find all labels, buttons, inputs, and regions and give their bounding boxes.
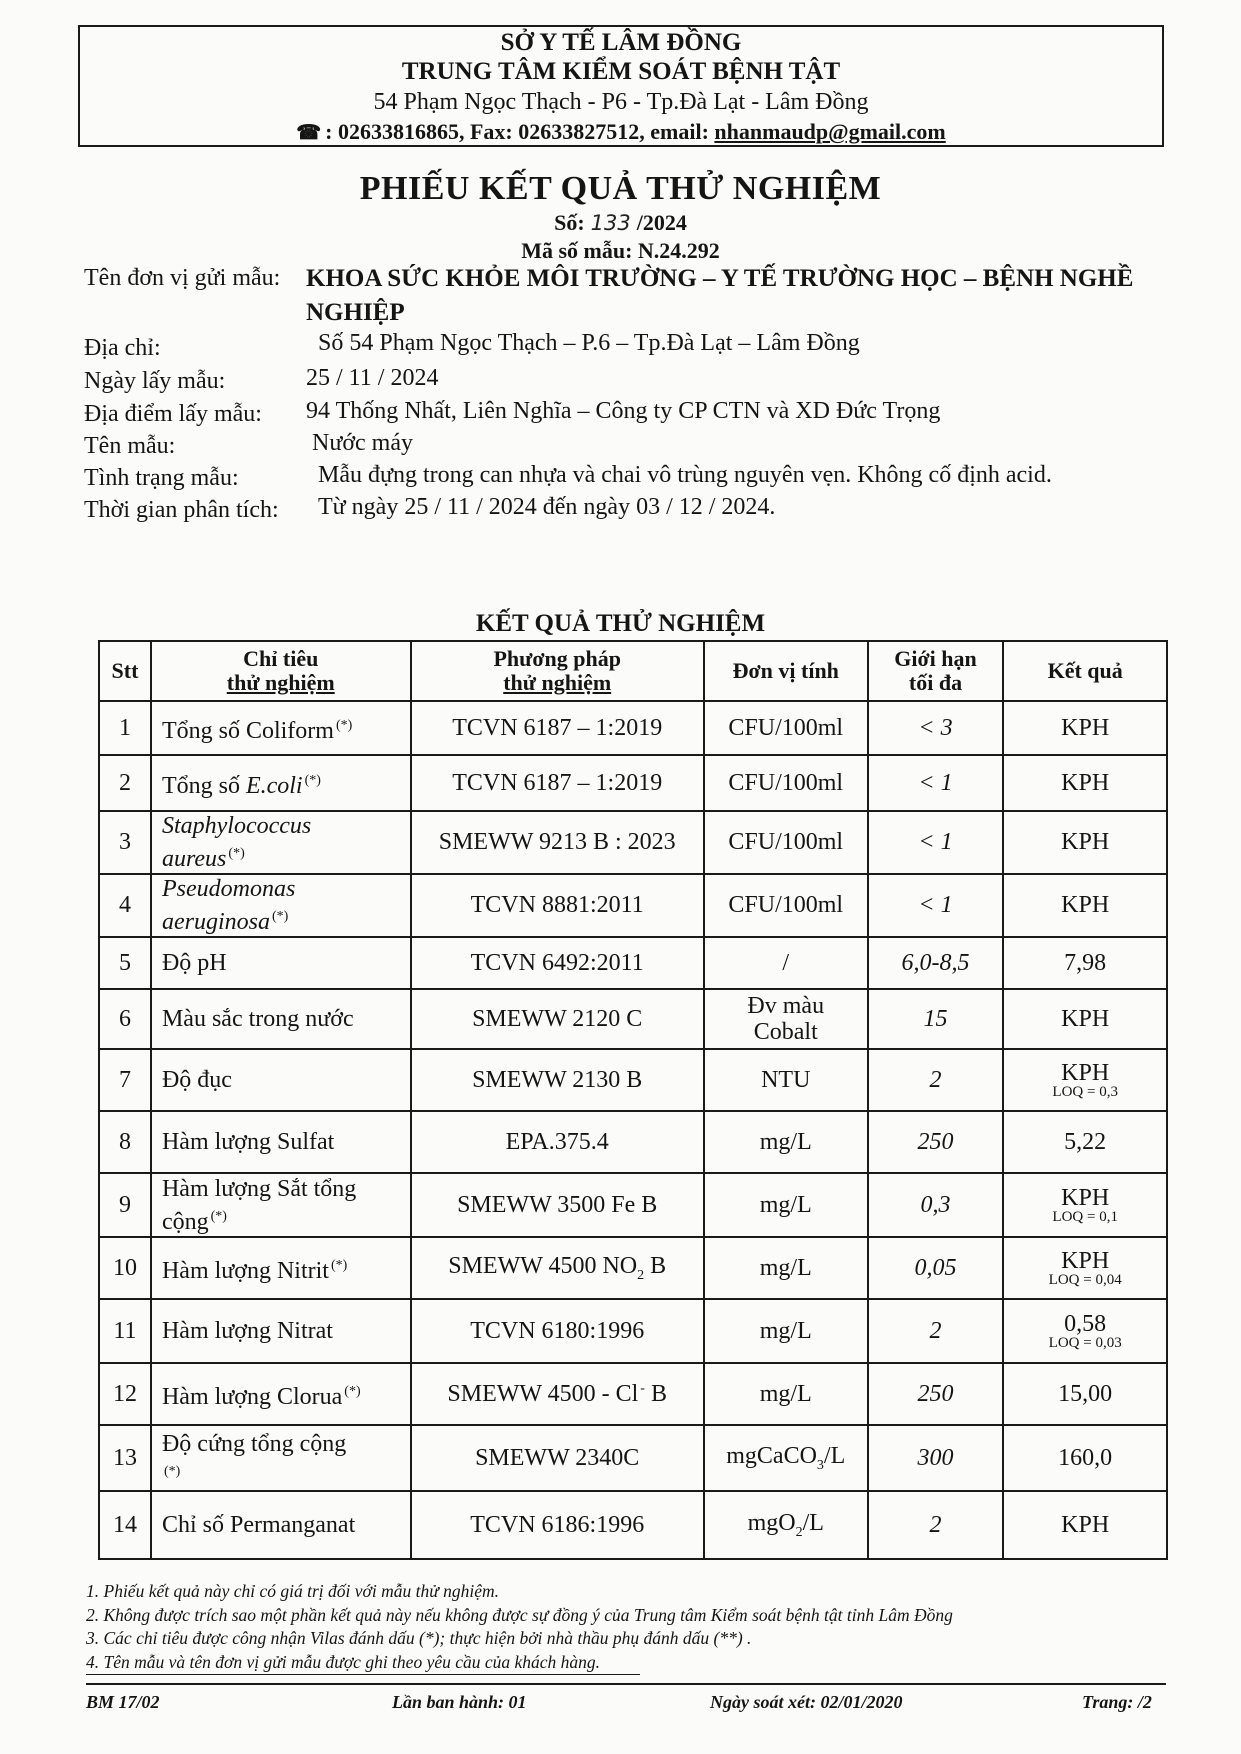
contact-line: [80, 119, 1162, 145]
sample-condition-label: Tình trạng mẫu:: [84, 465, 239, 491]
address-value: Số 54 Phạm Ngọc Thạch – P.6 – Tp.Đà Lạt – Lâm Đồng: [318, 330, 860, 356]
result-value: 0,58: [1064, 1311, 1107, 1337]
cell-limit: < 1: [868, 811, 1004, 874]
cell-limit: < 3: [868, 701, 1004, 755]
vilas-mark: (*): [163, 1464, 181, 1479]
cell-method: [411, 1237, 704, 1299]
table-row: [99, 1491, 1167, 1559]
cell-criteria: [151, 874, 411, 937]
handwritten-number: 133: [590, 211, 631, 235]
cell-criteria: [151, 755, 411, 811]
cell-result: KPH: [1003, 874, 1167, 937]
address-label: Địa chỉ:: [84, 335, 161, 361]
cell-criteria: [151, 1363, 411, 1425]
header-method-line1: Phương pháp: [493, 646, 621, 671]
review-date: Ngày soát xét: 02/01/2020: [710, 1692, 903, 1712]
issue-number: Lần ban hành: 01: [392, 1692, 527, 1712]
cell-method: TCVN 8881:2011: [411, 874, 704, 937]
cell-stt: 13: [99, 1425, 151, 1491]
cell-result: KPH: [1003, 1491, 1167, 1559]
criteria-text-line1: Pseudomonas: [161, 876, 296, 902]
table-caption: KẾT QUẢ THỬ NGHIỆM: [475, 610, 766, 637]
loq-value: LOQ = 0,1: [1052, 1209, 1118, 1225]
cell-stt: 7: [99, 1049, 151, 1111]
cell-criteria: Hàm lượng Sulfat: [151, 1111, 411, 1173]
cell-result: 160,0: [1003, 1425, 1167, 1491]
criteria-text-line2: aeruginosa: [161, 909, 270, 935]
criteria-text-line2: cộng: [161, 1208, 209, 1235]
cell-unit: [704, 1425, 868, 1491]
sampling-location-label: Địa điểm lấy mẫu:: [84, 401, 262, 427]
vilas-mark: (*): [335, 717, 353, 733]
cell-limit: 6,0-8,5: [868, 937, 1004, 989]
cell-stt: 9: [99, 1173, 151, 1237]
sample-name-value: Nước máy: [312, 430, 414, 456]
cell-result: 7,98: [1003, 937, 1167, 989]
cell-criteria: Độ đục: [151, 1049, 411, 1111]
cell-unit: CFU/100ml: [704, 755, 868, 811]
cell-method: SMEWW 3500 Fe B: [411, 1173, 704, 1237]
header-method-line2: thử nghiệm: [503, 670, 612, 695]
cell-criteria: [151, 1237, 411, 1299]
cell-criteria: [151, 811, 411, 874]
result-value: KPH: [1061, 1248, 1110, 1274]
unit-text: mgCaCO: [726, 1442, 817, 1469]
cell-limit: 300: [868, 1425, 1004, 1491]
result-value: KPH: [1061, 1060, 1110, 1086]
table-row: [99, 937, 1167, 989]
header-unit: Đơn vị tính: [704, 641, 868, 701]
cell-unit: mg/L: [704, 1237, 868, 1299]
cell-unit: NTU: [704, 1049, 868, 1111]
cell-limit: 2: [868, 1491, 1004, 1559]
department-name: SỞ Y TẾ LÂM ĐỒNG: [500, 29, 742, 56]
header-method: [411, 641, 704, 701]
cell-method: SMEWW 9213 B : 2023: [411, 811, 704, 874]
cell-limit: 15: [868, 989, 1004, 1049]
cell-stt: 14: [99, 1491, 151, 1559]
table-row: [99, 1425, 1167, 1491]
cell-limit: < 1: [868, 874, 1004, 937]
cell-criteria: [151, 1425, 411, 1491]
method-suffix: B: [644, 1380, 667, 1407]
notes-section: [86, 1580, 1166, 1675]
unit-text: mgO: [747, 1509, 796, 1536]
cell-unit: mg/L: [704, 1111, 868, 1173]
method-text: SMEWW 4500 - Cl: [447, 1380, 639, 1407]
method-subscript: 2: [637, 1267, 645, 1283]
document-number: [0, 210, 1241, 236]
criteria-text: Tổng số Coliform: [161, 717, 334, 744]
email-link[interactable]: nhanmaudp@gmail.com: [714, 119, 946, 144]
sender-value: KHOA SỨC KHỎE MÔI TRƯỜNG – Y TẾ TRƯỜNG HỌC – BỆNH NGHỀ NGHIỆP: [306, 265, 1134, 326]
cell-result: 5,22: [1003, 1111, 1167, 1173]
cell-stt: 3: [99, 811, 151, 874]
cell-method: TCVN 6187 – 1:2019: [411, 755, 704, 811]
sampling-location-value: 94 Thống Nhất, Liên Nghĩa – Công ty CP CTN và XD Đức Trọng: [306, 398, 941, 424]
number-prefix: Số:: [554, 210, 585, 235]
criteria-text-line2: aureus: [161, 846, 227, 872]
loq-value: LOQ = 0,03: [1048, 1335, 1122, 1351]
vilas-mark: (*): [304, 772, 321, 788]
cell-stt: 8: [99, 1111, 151, 1173]
table-row: [99, 1363, 1167, 1425]
cell-unit: mg/L: [704, 1363, 868, 1425]
vilas-mark: (*): [330, 1257, 348, 1273]
sample-condition-value: Mẫu đựng trong can nhựa và chai vô trùng nguyên vẹn. Không cố định acid.: [318, 462, 1052, 488]
cell-criteria: Chỉ số Permanganat: [151, 1491, 411, 1559]
cell-criteria: [151, 1173, 411, 1237]
cell-unit: mg/L: [704, 1173, 868, 1237]
table-row: [99, 701, 1167, 755]
cell-stt: 4: [99, 874, 151, 937]
criteria-text-line1: Staphylococcus: [161, 813, 312, 839]
unit-line1: Đv màu: [747, 993, 825, 1019]
criteria-text: Tổng số: [161, 772, 246, 799]
cell-limit: 2: [868, 1299, 1004, 1363]
note-1: 1. Phiếu kết quả này chỉ có giá trị đối với mẫu thử nghiệm.: [86, 1581, 500, 1601]
vilas-mark: (*): [228, 846, 245, 861]
cell-criteria: Màu sắc trong nước: [151, 989, 411, 1049]
cell-unit: mg/L: [704, 1299, 868, 1363]
note-3: 3. Các chỉ tiêu được công nhận Vilas đánh dấu (*); thực hiện bởi nhà thầu phụ đánh dấu (**) .: [86, 1628, 752, 1648]
cell-result: 15,00: [1003, 1363, 1167, 1425]
cell-stt: 11: [99, 1299, 151, 1363]
header-stt: Stt: [99, 641, 151, 701]
cell-result: KPH: [1003, 755, 1167, 811]
criteria-text-line1: Độ cứng tổng cộng: [161, 1431, 347, 1457]
table-row: [99, 989, 1167, 1049]
loq-value: LOQ = 0,04: [1048, 1272, 1122, 1288]
cell-method: EPA.375.4: [411, 1111, 704, 1173]
page-number: Trang: /2: [1082, 1692, 1152, 1712]
cell-result: [1003, 1299, 1167, 1363]
cell-stt: 6: [99, 989, 151, 1049]
unit-line2: Cobalt: [753, 1019, 818, 1045]
analysis-time-label: Thời gian phân tích:: [84, 497, 279, 523]
center-name: TRUNG TÂM KIỂM SOÁT BỆNH TẬT: [401, 58, 841, 85]
unit-suffix: /L: [802, 1509, 824, 1536]
form-code: BM 17/02: [86, 1692, 160, 1712]
cell-stt: 10: [99, 1237, 151, 1299]
cell-method: SMEWW 2120 C: [411, 989, 704, 1049]
method-text: SMEWW 4500 NO: [448, 1252, 638, 1279]
cell-result: KPH: [1003, 989, 1167, 1049]
cell-criteria: [151, 701, 411, 755]
header-criteria-line2: thử nghiệm: [226, 670, 335, 695]
vilas-mark: (*): [271, 909, 289, 924]
cell-result: KPH: [1003, 811, 1167, 874]
table-row: [99, 755, 1167, 811]
table-header-row: [99, 641, 1167, 701]
unit-subscript: 2: [795, 1524, 803, 1540]
cell-unit: [704, 1491, 868, 1559]
table-row: [99, 874, 1167, 937]
unit-suffix: /L: [823, 1442, 846, 1469]
cell-unit: CFU/100ml: [704, 701, 868, 755]
cell-limit: 250: [868, 1111, 1004, 1173]
cell-limit: < 1: [868, 755, 1004, 811]
center-address: 54 Phạm Ngọc Thạch - P6 - Tp.Đà Lạt - Lâm Đồng: [373, 89, 869, 115]
cell-stt: 2: [99, 755, 151, 811]
cell-result: [1003, 1049, 1167, 1111]
criteria-text: Hàm lượng Clorua: [161, 1383, 343, 1410]
cell-method: SMEWW 2340C: [411, 1425, 704, 1491]
criteria-text: Hàm lượng Nitrit: [161, 1257, 329, 1284]
note-2: 2. Không được trích sao một phần kết quả này nếu không được sự đồng ý của Trung tâm Kiểm soát bệnh tật tỉnh Lâm Đồng: [86, 1604, 953, 1625]
unit-subscript: 3: [816, 1457, 824, 1473]
sampling-date-value: 25 / 11 / 2024: [306, 365, 439, 391]
table-row: [99, 1049, 1167, 1111]
document-title: PHIẾU KẾT QUẢ THỬ NGHIỆM: [359, 170, 882, 207]
cell-criteria: Độ pH: [151, 937, 411, 989]
header-criteria-line1: Chỉ tiêu: [243, 646, 319, 671]
cell-limit: 0,05: [868, 1237, 1004, 1299]
cell-result: [1003, 1173, 1167, 1237]
cell-stt: 1: [99, 701, 151, 755]
cell-criteria: Hàm lượng Nitrat: [151, 1299, 411, 1363]
cell-unit: [704, 989, 868, 1049]
cell-unit: CFU/100ml: [704, 811, 868, 874]
result-value: KPH: [1061, 1185, 1110, 1211]
sampling-date-label: Ngày lấy mẫu:: [84, 368, 226, 394]
cell-method: TCVN 6187 – 1:2019: [411, 701, 704, 755]
method-suffix: B: [644, 1252, 667, 1279]
table-row: [99, 1173, 1167, 1237]
cell-method: TCVN 6492:2011: [411, 937, 704, 989]
cell-method: [411, 1363, 704, 1425]
cell-method: SMEWW 2130 B: [411, 1049, 704, 1111]
cell-unit: CFU/100ml: [704, 874, 868, 937]
letterhead-box: [78, 25, 1164, 147]
cell-method: TCVN 6180:1996: [411, 1299, 704, 1363]
sender-label: Tên đơn vị gửi mẫu:: [84, 265, 281, 291]
cell-stt: 5: [99, 937, 151, 989]
table-row: [99, 1111, 1167, 1173]
header-result: Kết quả: [1003, 641, 1167, 701]
sample-code: Mã số mẫu: N.24.292: [521, 238, 720, 263]
contact-numbers: : 02633816865, Fax: 02633827512, email:: [325, 119, 715, 144]
cell-limit: 250: [868, 1363, 1004, 1425]
phone-icon: ☎: [296, 122, 322, 144]
vilas-mark: (*): [210, 1208, 227, 1224]
header-criteria: [151, 641, 411, 701]
loq-value: LOQ = 0,3: [1052, 1084, 1118, 1100]
note-4: 4. Tên mẫu và tên đơn vị gửi mẫu được ghi theo yêu cầu của khách hàng.: [86, 1651, 640, 1676]
cell-limit: 0,3: [868, 1173, 1004, 1237]
number-suffix: /2024: [636, 210, 687, 235]
header-limit: [868, 641, 1004, 701]
table-row: [99, 811, 1167, 874]
cell-result: [1003, 1237, 1167, 1299]
method-superscript: -: [640, 1380, 645, 1396]
header-limit-line1: Giới hạn: [894, 646, 977, 671]
header-limit-line2: tối đa: [908, 670, 963, 695]
table-row: [99, 1237, 1167, 1299]
footer-divider: [86, 1683, 1166, 1685]
cell-method: TCVN 6186:1996: [411, 1491, 704, 1559]
table-row: [99, 1299, 1167, 1363]
sample-name-label: Tên mẫu:: [84, 433, 176, 459]
cell-unit: /: [704, 937, 868, 989]
criteria-text-line1: Hàm lượng Sắt tổng: [161, 1175, 357, 1202]
analysis-time-value: Từ ngày 25 / 11 / 2024 đến ngày 03 / 12 / 2024.: [318, 494, 776, 520]
criteria-organism: E.coli: [245, 772, 303, 799]
results-table: [98, 640, 1168, 1560]
vilas-mark: (*): [344, 1383, 361, 1399]
cell-limit: 2: [868, 1049, 1004, 1111]
cell-stt: 12: [99, 1363, 151, 1425]
cell-result: KPH: [1003, 701, 1167, 755]
